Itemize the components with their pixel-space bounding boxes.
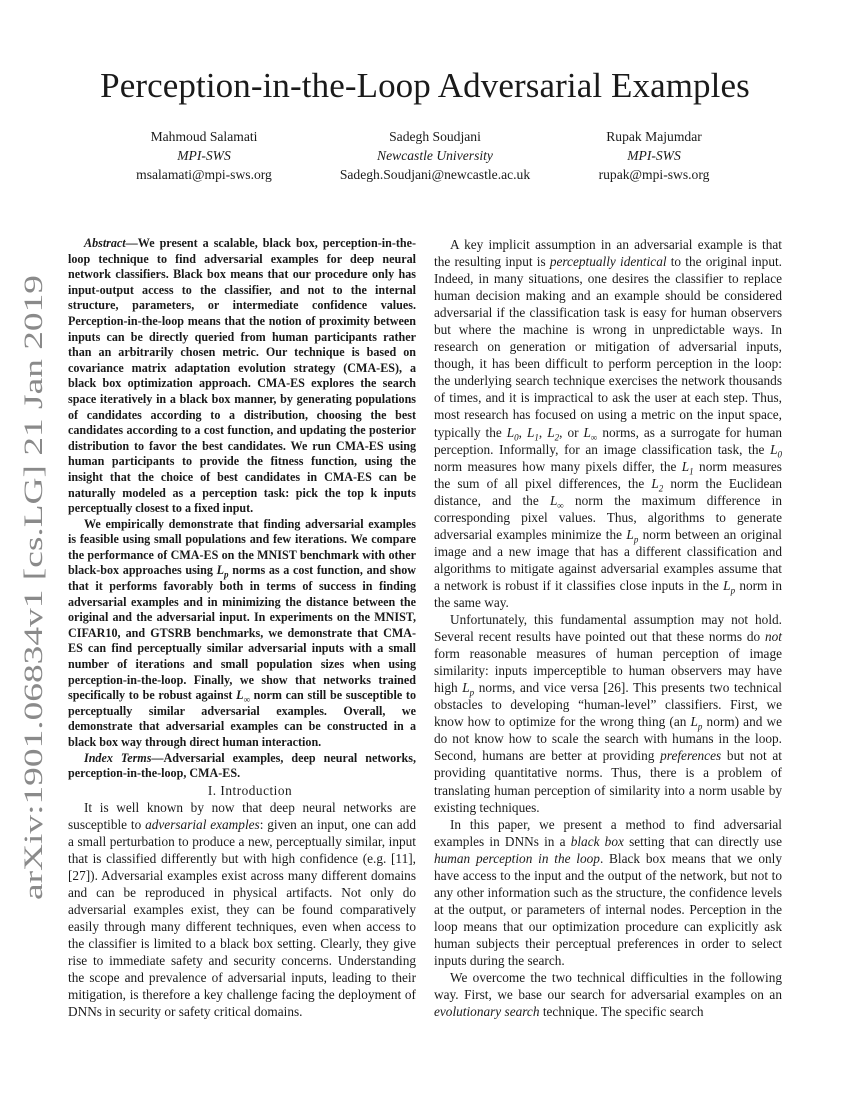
body-text: norms, and vice versa [26]. This presents two technical obstacles to developing “human-level” classifiers. First, we know how to optimize for the wrong thing (an bbox=[434, 680, 782, 730]
math-subscript: 0 bbox=[777, 449, 782, 460]
math-symbol: L bbox=[681, 458, 690, 474]
body-text: norm measures how many pixels differ, the bbox=[434, 458, 682, 474]
math-symbol: L bbox=[723, 577, 731, 593]
body-text: norm) and we do not know how to scale the search with humans in the loop. Second, humans are better at providing bbox=[434, 714, 783, 764]
math-subscript: 2 bbox=[658, 483, 664, 494]
math-symbol: L bbox=[690, 714, 698, 730]
section-heading: I. Introduction bbox=[207, 782, 293, 798]
emphasis: human perception in the loop bbox=[434, 850, 600, 866]
math-norm bbox=[681, 458, 694, 477]
arxiv-stamp bbox=[4, 260, 60, 900]
body-paragraph bbox=[434, 969, 782, 1020]
abstract-text: We empirically demonstrate that finding adversarial examples is feasible using small populations and few iterations. We compare the performance of CMA-ES on the MNIST benchmark with other black-box approaches using bbox=[68, 516, 416, 578]
math-norm bbox=[236, 688, 250, 705]
math-subscript: ∞ bbox=[590, 432, 598, 443]
author-affiliation: MPI-SWS bbox=[177, 148, 231, 163]
author-block bbox=[524, 127, 784, 184]
math-norm bbox=[723, 577, 736, 596]
author-email: msalamati@mpi-sws.org bbox=[136, 167, 272, 182]
author-name: Mahmoud Salamati bbox=[150, 129, 258, 144]
math-symbol: L bbox=[549, 492, 558, 508]
author-affiliation: MPI-SWS bbox=[627, 148, 681, 163]
math-symbol: L bbox=[626, 526, 634, 542]
math-symbol: L bbox=[236, 688, 244, 703]
abstract-paragraph: Abstract—We present a scalable, black box, perception-in-the-loop technique to find adversarial examples for deep neural network classifiers. Black box means that our procedure only has input-output access to the classifier, and not to the internal structure, parameters, or intermediate confidence values. Perception-in-the-loop means that the notion of proximity between inputs can be directly queried from human participants rather than an arbitrarily chosen metric. Our technique is based on covariance matrix adaptation evolution strategy (CMA-ES), a black box optimization approach. CMA-ES explores the search space iteratively in a black box manner, by generating populations of candidates according to a distribution, choosing the best candidates according to a cost function, and updating the posterior distribution to favor the best candidates. We run CMA-ES using human participants to provide the fitness function, using the insight that the choice of best candidates in CMA-ES can be naturally modeled as a perception task: pick the top k inputs perceptually closest to a fixed input. bbox=[68, 236, 416, 516]
abstract-text: We present a scalable, black box, perception-in-the-loop technique to find adversarial examples for deep neural network classifiers. Black box means that our procedure only has input-output access to the classifier, and not to the internal structure, parameters, or intermediate confidence values. Perception-in-the-loop means that the notion of proximity between inputs can be directly queried from human participants rather than an arbitrarily chosen metric. Our technique is based on covariance matrix adaptation evolution strategy (CMA-ES), a black box optimization approach. CMA-ES explores the search space iteratively in a black box manner, by generating populations of candidates according to a distribution, choosing the best candidates according to a cost function, and updating the posterior distribution to favor the best candidates. We run CMA-ES using human participants to provide the fitness function, using the insight that the choice of best candidates in CMA-ES can be naturally modeled as a perception task: pick the top k inputs perceptually closest to a fixed input. bbox=[68, 236, 416, 516]
math-symbol: L bbox=[651, 475, 659, 491]
emphasis: not bbox=[765, 629, 782, 645]
math-subscript: p bbox=[633, 534, 639, 545]
body-paragraph: A key implicit assumption in an adversarial example is that the resulting input is perceptually identical to the original input. Indeed, in many situations, one desires the classifier to replace human decision making and an example should be considered adversarial if the classification task is easy for human observers but where the machine is wrong in unpredictable ways. In research on generation or mitigation of adversarial inputs, though, it has been difficult to perform perception in the loop: the underlying search technique exercises the network thousands of times, and it is impractical to ask the user at each step. Thus, most research has focused on using a metric on the input space, typically the $L_0$, $L_1$, $L_2$, or $L_\infty$ norms, as a surrogate for human perception. Informally, for an image classification task, the $L_0$ norm measures how many pixels differ, the $L_1$ norm measures the sum of all pixel differences, the $L_2$ norm the Euclidean distance, and the $L_\infty$ norm the maximum difference in corresponding pixel values. Thus, algorithms to generate adversarial examples minimize the $L_p$ norm between an original image and a new image that has a different classification and algorithms to mitigate against adversarial examples assume that a network is robust if it classifies close inputs in the $L_p$ norm in the same way. bbox=[434, 237, 782, 610]
math-norm bbox=[216, 563, 229, 580]
author-affiliation: Newcastle University bbox=[377, 148, 493, 163]
body-text: form reasonable measures of human perception of image similarity: inputs imperceptible to human observers may have high bbox=[434, 646, 782, 696]
math-subscript: p bbox=[224, 569, 229, 580]
math-norm bbox=[583, 424, 598, 443]
math-norm bbox=[526, 424, 539, 443]
author-name: Rupak Majumdar bbox=[606, 129, 702, 144]
author-block bbox=[74, 127, 334, 184]
body-text: norm measures the sum of all pixel differences, the bbox=[434, 458, 782, 491]
math-subscript: 2 bbox=[554, 432, 560, 443]
left-column bbox=[68, 236, 416, 1020]
arxiv-id: arXiv:1901.06834v1 [cs.LG] 21 Jan 2019 bbox=[18, 456, 48, 900]
body-text: norms, as a surrogate for human perception. Informally, for an image classification task, the bbox=[434, 424, 782, 457]
body-paragraph bbox=[434, 611, 782, 816]
body-text: norm between an original image and a new image that has a different classification and algorithms to mitigate against adversarial examples assume that a network is robust if it classifies close inputs in the bbox=[434, 526, 782, 593]
math-symbol: L bbox=[216, 563, 225, 578]
math-subscript: ∞ bbox=[557, 500, 564, 511]
math-norm bbox=[770, 441, 782, 460]
math-subscript: ∞ bbox=[243, 694, 250, 705]
abstract-label: Abstract bbox=[84, 236, 126, 250]
math-symbol: L bbox=[770, 441, 778, 457]
math-subscript: p bbox=[730, 585, 736, 596]
abstract-paragraph bbox=[68, 517, 416, 751]
abstract-text: norm can still be susceptible to perceptually similar adversarial examples. Overall, we demonstrate that adversarial examples can be constructed in a black box way through direct human interaction. bbox=[68, 688, 416, 749]
body-text: It is well known by now that deep neural networks are susceptible to bbox=[68, 799, 416, 832]
body-text: norm the maximum difference in corresponding pixel values. Thus, algorithms to generate adversarial examples minimize the bbox=[434, 492, 782, 542]
emphasis: black box bbox=[570, 833, 624, 849]
body-text: technique. The specific search bbox=[539, 1004, 704, 1020]
index-terms-text: Adversarial examples, deep neural networks, perception-in-the-loop, CMA-ES. bbox=[68, 750, 417, 781]
body-text: but not at providing quantitative norms. Thus, there is a problem of translating human perception of similarity into a norm usable by existing techniques. bbox=[434, 748, 782, 815]
emphasis: preferences bbox=[660, 748, 722, 764]
math-norm bbox=[462, 680, 475, 698]
math-norm bbox=[547, 424, 560, 443]
math-symbol: L bbox=[547, 424, 555, 440]
math-subscript: 0 bbox=[514, 432, 519, 443]
body-text: We overcome the two technical difficulties in the following way. First, we base our search for adversarial examples on an bbox=[434, 970, 782, 1003]
author-email: Sadegh.Soudjani@newcastle.ac.uk bbox=[339, 167, 531, 182]
math-norm bbox=[651, 475, 664, 494]
right-column bbox=[434, 236, 782, 1020]
body-text: setting that can directly use bbox=[623, 833, 782, 849]
body-text: Unfortunately, this fundamental assumption may not hold. Several recent results have pointed out that these norms do bbox=[434, 612, 782, 645]
emphasis: evolutionary search bbox=[434, 1004, 540, 1020]
body-text: A key implicit assumption in an adversarial example is that the resulting input is bbox=[434, 237, 782, 270]
body-text: . Black box means that we only have access to the input and the output of the network, but not to any other information such as the structure, the confidence levels at the output, or parameters of internal nodes. Perception in the loop means that our optimization procedure can explicitly ask human subjects their perceptual preferences in order to select inputs during the search. bbox=[434, 850, 782, 968]
paper-title: Perception-in-the-Loop Adversarial Examples bbox=[100, 66, 750, 105]
author-email: rupak@mpi-sws.org bbox=[598, 167, 710, 182]
index-terms: Index Terms—Adversarial examples, deep neural networks, perception-in-the-loop, CMA-ES. bbox=[68, 750, 417, 781]
index-terms-label: Index Terms bbox=[84, 750, 152, 765]
math-norm bbox=[626, 526, 639, 545]
body-text: to the original input. Indeed, in many situations, one desires the classifier to replace human decision making and an example should be considered adversarial if the classification task is easy for human observers but where the machine is wrong in unpredictable ways. In research on generation or mitigation of adversarial inputs, though, it has been difficult to perform perception in the loop: the underlying search technique exercises the network thousands of times, and it is impractical to ask the user at each step. Thus, most research has focused on using a metric on the input space, typically the bbox=[434, 254, 782, 440]
body-text: norm the Euclidean distance, and the bbox=[434, 475, 782, 508]
author-name: Sadegh Soudjani bbox=[389, 129, 481, 144]
math-subscript: 1 bbox=[689, 466, 694, 477]
math-norm bbox=[506, 424, 519, 443]
emphasis: perceptually identical bbox=[549, 254, 667, 270]
math-subscript: p bbox=[469, 687, 475, 698]
math-subscript: 1 bbox=[534, 432, 539, 443]
math-symbol: L bbox=[583, 424, 591, 440]
abstract bbox=[68, 236, 416, 782]
emphasis: adversarial examples bbox=[145, 816, 260, 832]
math-subscript: p bbox=[697, 721, 703, 732]
body-text: : given an input, one can add a small perturbation to produce a new, perceptually similar, input that is classified differently but with high confidence (e.g. [11], [27]). Adversarial examples exist across many different domains and can be reproduced in physical artifacts. Not only do adversarial examples exist, they can be found comparatively easily through many different techniques, even when access to the classifier is limited to a black box setting. Clearly, they give rise to immediate safety and security concerns. Understanding the scope and prevalence of adversarial inputs, leading to their mitigation, is therefore a key challenge facing the deployment of DNNs in security or safety critical domains. bbox=[68, 816, 416, 1020]
math-norm bbox=[690, 714, 703, 732]
body-text: , or bbox=[559, 424, 584, 440]
math-symbol: L bbox=[526, 424, 535, 440]
abstract-text: norms as a cost function, and show that it performs favorably both in terms of success in finding adversarial examples and in minimizing the distance between the original and the adversarial input. In experiments on the MNIST, CIFAR10, and GTSRB benchmarks, we demonstrate that CMA-ES can find perceptually similar adversarial inputs with a small number of iterations and small population sizes when using perception-in-the-loop. Finally, we show that networks trained specifically to be robust against bbox=[68, 563, 416, 703]
math-symbol: L bbox=[462, 680, 470, 696]
math-norm bbox=[549, 492, 564, 511]
math-symbol: L bbox=[506, 424, 515, 440]
body-paragraph bbox=[68, 799, 416, 1021]
body-text: In this paper, we present a method to find adversarial examples in DNNs in a bbox=[434, 816, 782, 849]
body-text: norm in the same way. bbox=[434, 577, 782, 610]
body-paragraph bbox=[434, 816, 782, 969]
